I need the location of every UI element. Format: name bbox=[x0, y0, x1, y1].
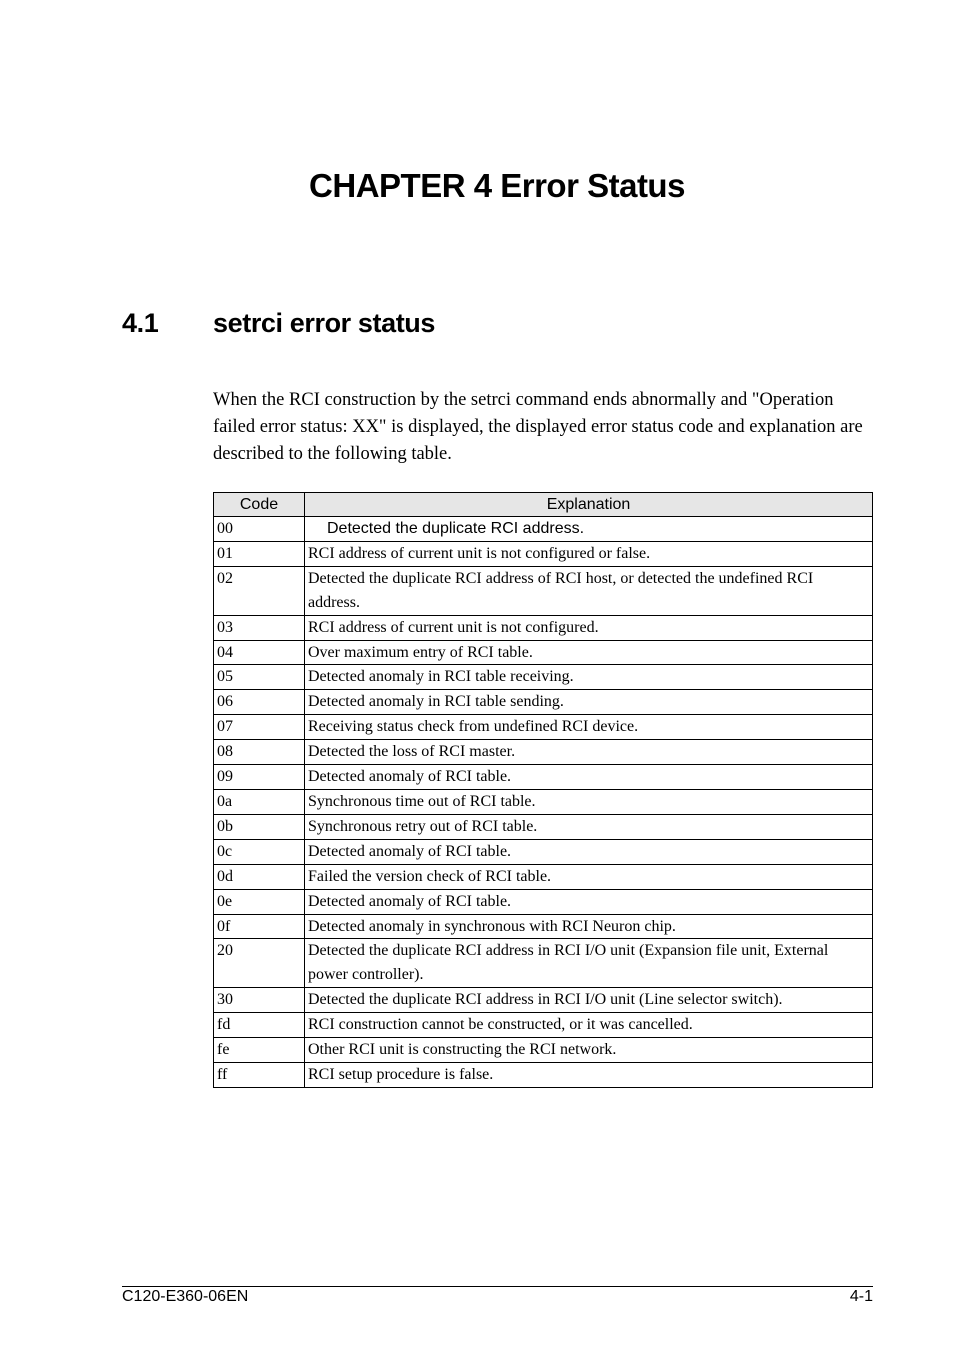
explanation-cell: Detected the duplicate RCI address. bbox=[305, 517, 873, 542]
code-cell: 20 bbox=[214, 939, 305, 988]
code-cell: 30 bbox=[214, 988, 305, 1013]
code-cell: 01 bbox=[214, 541, 305, 566]
explanation-cell: Detected anomaly of RCI table. bbox=[305, 839, 873, 864]
table-row bbox=[214, 889, 873, 914]
explanation-cell: RCI address of current unit is not configured or false. bbox=[305, 541, 873, 566]
section-number: 4.1 bbox=[122, 308, 159, 338]
table-row bbox=[214, 690, 873, 715]
code-cell: ff bbox=[214, 1062, 305, 1087]
code-cell: 04 bbox=[214, 640, 305, 665]
code-cell: 0c bbox=[214, 839, 305, 864]
code-cell: 0b bbox=[214, 814, 305, 839]
table-row bbox=[214, 1062, 873, 1087]
explanation-cell: Synchronous retry out of RCI table. bbox=[305, 814, 873, 839]
table-header-row bbox=[214, 493, 873, 517]
header-code: Code bbox=[214, 493, 305, 517]
code-cell: 02 bbox=[214, 566, 305, 615]
explanation-cell: Detected anomaly in RCI table receiving. bbox=[305, 665, 873, 690]
intro-paragraph: When the RCI construction by the setrci command ends abnormally and "Operation failed error status: XX" is displayed, the displayed error status code and explanation are described to the following table. bbox=[213, 390, 863, 464]
explanation-cell: Detected the duplicate RCI address of RCI host, or detected the undefined RCI address. bbox=[305, 566, 873, 615]
section-heading bbox=[122, 308, 435, 339]
code-cell: 03 bbox=[214, 615, 305, 640]
code-cell: 05 bbox=[214, 665, 305, 690]
table-row bbox=[214, 640, 873, 665]
table-row bbox=[214, 864, 873, 889]
explanation-cell: Detected the loss of RCI master. bbox=[305, 740, 873, 765]
explanation-cell: Failed the version check of RCI table. bbox=[305, 864, 873, 889]
table-row bbox=[214, 914, 873, 939]
table-row bbox=[214, 715, 873, 740]
code-cell: 06 bbox=[214, 690, 305, 715]
explanation-cell: Detected anomaly in RCI table sending. bbox=[305, 690, 873, 715]
table-row bbox=[214, 1013, 873, 1038]
table-row bbox=[214, 1038, 873, 1063]
explanation-cell: Synchronous time out of RCI table. bbox=[305, 789, 873, 814]
footer-divider bbox=[122, 1286, 873, 1287]
code-cell: 07 bbox=[214, 715, 305, 740]
explanation-cell: Detected anomaly of RCI table. bbox=[305, 765, 873, 790]
code-cell: 0a bbox=[214, 789, 305, 814]
code-cell: 0d bbox=[214, 864, 305, 889]
section-title: setrci error status bbox=[213, 308, 436, 338]
table-row bbox=[214, 939, 873, 988]
table-row bbox=[214, 814, 873, 839]
error-status-table bbox=[213, 492, 873, 1088]
table-row bbox=[214, 541, 873, 566]
code-cell: fe bbox=[214, 1038, 305, 1063]
explanation-cell: Detected anomaly of RCI table. bbox=[305, 889, 873, 914]
table-body bbox=[214, 517, 873, 1088]
explanation-cell: RCI address of current unit is not configured. bbox=[305, 615, 873, 640]
explanation-cell: Detected the duplicate RCI address in RCI I/O unit (Expansion file unit, External power controller). bbox=[305, 939, 873, 988]
code-cell: 08 bbox=[214, 740, 305, 765]
table-row bbox=[214, 740, 873, 765]
table-row bbox=[214, 839, 873, 864]
explanation-cell: RCI setup procedure is false. bbox=[305, 1062, 873, 1087]
explanation-cell: Other RCI unit is constructing the RCI network. bbox=[305, 1038, 873, 1063]
table-row bbox=[214, 789, 873, 814]
explanation-cell: Over maximum entry of RCI table. bbox=[305, 640, 873, 665]
footer-page-number: 4-1 bbox=[849, 1288, 873, 1305]
footer-doc-id: C120-E360-06EN bbox=[122, 1288, 249, 1305]
explanation-cell: Detected the duplicate RCI address in RCI I/O unit (Line selector switch). bbox=[305, 988, 873, 1013]
code-cell: 00 bbox=[214, 517, 305, 542]
explanation-cell: Detected anomaly in synchronous with RCI Neuron chip. bbox=[305, 914, 873, 939]
explanation-cell: Receiving status check from undefined RCI device. bbox=[305, 715, 873, 740]
table-row bbox=[214, 517, 873, 542]
code-cell: 0e bbox=[214, 889, 305, 914]
code-cell: fd bbox=[214, 1013, 305, 1038]
code-cell: 09 bbox=[214, 765, 305, 790]
header-explanation: Explanation bbox=[305, 493, 873, 517]
table-row bbox=[214, 566, 873, 615]
table-row bbox=[214, 765, 873, 790]
explanation-cell: RCI construction cannot be constructed, or it was cancelled. bbox=[305, 1013, 873, 1038]
code-cell: 0f bbox=[214, 914, 305, 939]
table-row bbox=[214, 665, 873, 690]
chapter-title: CHAPTER 4 Error Status bbox=[309, 167, 685, 204]
table-row bbox=[214, 988, 873, 1013]
table-row bbox=[214, 615, 873, 640]
